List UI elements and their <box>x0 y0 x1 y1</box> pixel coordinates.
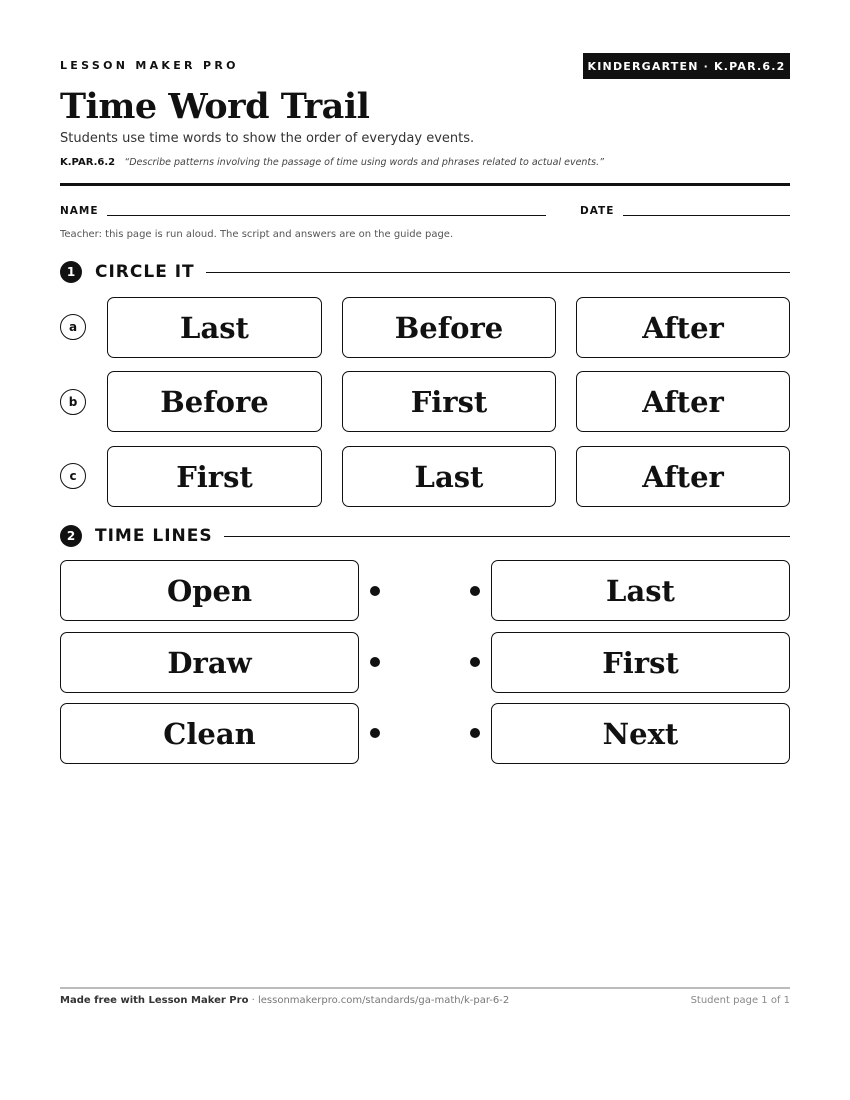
match-left-box[interactable]: Open <box>60 560 359 621</box>
standard-text: “Describe patterns involving the passage of time using words and phrases related to actual events.” <box>124 157 605 168</box>
choice-box[interactable]: First <box>107 446 322 507</box>
row-letter-a: a <box>60 314 86 340</box>
match-right-dot[interactable] <box>470 586 480 596</box>
standard-line <box>60 157 604 168</box>
footer-page-count: Student page 1 of 1 <box>690 995 790 1006</box>
match-left-box[interactable]: Clean <box>60 703 359 764</box>
section-1-rule <box>206 272 790 273</box>
choice-box[interactable]: Last <box>342 446 556 507</box>
standard-code: K.PAR.6.2 <box>60 157 116 168</box>
match-left-dot[interactable] <box>370 728 380 738</box>
match-left-dot[interactable] <box>370 657 380 667</box>
name-label: NAME <box>60 205 99 217</box>
match-left-dot[interactable] <box>370 586 380 596</box>
choice-box[interactable]: After <box>576 446 790 507</box>
date-label: DATE <box>580 205 615 217</box>
choice-box[interactable]: After <box>576 371 790 432</box>
footer-credit <box>60 995 509 1006</box>
match-right-dot[interactable] <box>470 728 480 738</box>
header-divider <box>60 183 790 186</box>
choice-box[interactable]: After <box>576 297 790 358</box>
match-right-box[interactable]: Next <box>491 703 790 764</box>
match-left-box[interactable]: Draw <box>60 632 359 693</box>
date-field-line[interactable] <box>623 215 790 216</box>
choice-box[interactable]: First <box>342 371 556 432</box>
section-2-title: TIME LINES <box>95 526 213 546</box>
match-right-box[interactable]: First <box>491 632 790 693</box>
footer-url[interactable]: · lessonmakerpro.com/standards/ga-math/k-par-6-2 <box>248 995 510 1006</box>
match-right-box[interactable]: Last <box>491 560 790 621</box>
section-2-rule <box>224 536 790 537</box>
section-1-number: 1 <box>60 261 82 283</box>
page-subtitle: Students use time words to show the order of everyday events. <box>60 131 475 146</box>
section-1-header <box>60 260 790 284</box>
footer-divider <box>60 987 790 989</box>
match-right-dot[interactable] <box>470 657 480 667</box>
choice-box[interactable]: Before <box>342 297 556 358</box>
row-letter-c: c <box>60 463 86 489</box>
page-title: Time Word Trail <box>60 86 370 127</box>
section-2-number: 2 <box>60 525 82 547</box>
section-1-title: CIRCLE IT <box>95 262 195 282</box>
grade-standard-badge: KINDERGARTEN · K.PAR.6.2 <box>583 53 790 79</box>
section-2-header <box>60 524 790 548</box>
footer-made-with: Made free with Lesson Maker Pro <box>60 995 249 1006</box>
choice-box[interactable]: Last <box>107 297 322 358</box>
choice-box[interactable]: Before <box>107 371 322 432</box>
brand-name: LESSON MAKER PRO <box>60 59 239 72</box>
row-letter-b: b <box>60 389 86 415</box>
name-field-line[interactable] <box>107 215 546 216</box>
worksheet-page <box>60 0 790 1100</box>
teacher-note: Teacher: this page is run aloud. The script and answers are on the guide page. <box>60 229 454 240</box>
